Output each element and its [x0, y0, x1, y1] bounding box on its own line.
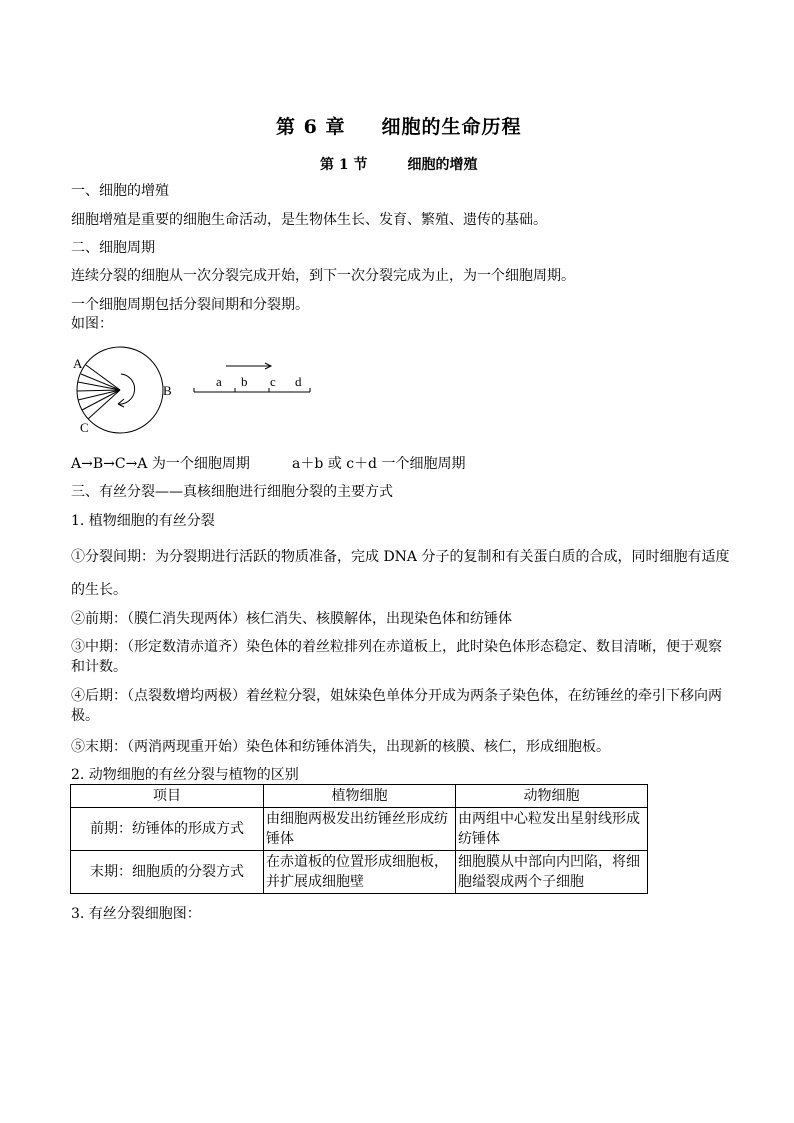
timeline-label-c: c — [270, 374, 276, 389]
timeline-label-d: d — [295, 374, 302, 389]
table-header-animal: 动物细胞 — [456, 785, 648, 808]
table-cell-animal: 细胞膜从中部向内凹陷，将细胞缢裂成两个子细胞 — [456, 851, 648, 894]
timeline-ticks — [194, 388, 310, 392]
section-number: 第 1 节 — [320, 157, 368, 173]
interphase-text-line1: ①分裂间期：为分裂期进行活跃的物质准备，完成 DNA 分子的复制和有关蛋白质的合成，同时细胞有适度 — [71, 549, 730, 565]
figure-caption-circle: A→B→C→A 为一个细胞周期 — [71, 456, 250, 472]
section-name: 细胞的增殖 — [407, 157, 478, 173]
table-row — [71, 851, 648, 894]
table-cell-plant: 在赤道板的位置形成细胞板，并扩展成细胞壁 — [264, 851, 456, 894]
chapter-name: 细胞的生命历程 — [381, 116, 522, 138]
circle-label-a: A — [73, 356, 83, 371]
anaphase-text: ④后期：（点裂数增均两极）着丝粒分裂，姐妹染色单体分开成为两条子染色体，在纺锤丝的牵引下移向两极。 — [71, 688, 722, 724]
table-cell-item: 前期：纺锤体的形成方式 — [71, 808, 264, 851]
interphase-text-line2: 的生长。 — [71, 582, 127, 598]
cycle-arrowhead — [118, 399, 124, 407]
timeline-label-a: a — [216, 374, 222, 389]
figure-caption-line: a＋b 或 c＋d 一个细胞周期 — [292, 456, 466, 472]
interphase-sector-lines — [77, 365, 120, 419]
section-title — [320, 154, 478, 174]
heading-mitosis: 三、有丝分裂——真核细胞进行细胞分裂的主要方式 — [71, 484, 393, 500]
paragraph-cell-cycle-phases: 一个细胞周期包括分裂间期和分裂期。 — [71, 297, 309, 313]
table-cell-plant: 由细胞两极发出纺锤丝形成纺锤体 — [264, 808, 456, 851]
paragraph-cell-proliferation: 细胞增殖是重要的细胞生命活动，是生物体生长、发育、繁殖、遗传的基础。 — [71, 212, 547, 228]
cell-cycle-figure — [66, 344, 326, 436]
chapter-title — [276, 112, 521, 139]
telophase-text: ⑤末期：（两消两现重开始）染色体和纺锤体消失，出现新的核膜、核仁，形成细胞板。 — [71, 739, 610, 755]
circle-label-c: C — [80, 420, 89, 435]
subheading-plant-mitosis: 1. 植物细胞的有丝分裂 — [71, 513, 215, 529]
figure-intro: 如图： — [71, 316, 113, 332]
table-header-item: 项目 — [71, 785, 264, 808]
table-cell-animal: 由两组中心粒发出星射线形成纺锤体 — [456, 808, 648, 851]
subheading-mitosis-diagrams: 3. 有丝分裂细胞图： — [71, 906, 201, 922]
comparison-table — [70, 784, 648, 894]
metaphase-text: ③中期：（形定数清赤道齐）染色体的着丝粒排列在赤道板上，此时染色体形态稳定、数目清晰，便于观察和计数。 — [71, 639, 722, 675]
table-header-row — [71, 785, 648, 808]
heading-cell-proliferation: 一、细胞的增殖 — [71, 183, 169, 199]
heading-cell-cycle: 二、细胞周期 — [71, 240, 155, 256]
table-row — [71, 808, 648, 851]
timeline-label-b: b — [241, 374, 248, 389]
cycle-direction-arrow — [118, 374, 135, 404]
circle-label-b: B — [163, 383, 172, 398]
prophase-text: ②前期：（膜仁消失现两体）核仁消失、核膜解体，出现染色体和纺锤体 — [71, 611, 512, 627]
table-header-plant: 植物细胞 — [264, 785, 456, 808]
table-cell-item: 末期：细胞质的分裂方式 — [71, 851, 264, 894]
subheading-animal-vs-plant: 2. 动物细胞的有丝分裂与植物的区别 — [71, 767, 299, 783]
chapter-number: 第 6 章 — [276, 116, 346, 138]
paragraph-cell-cycle-definition: 连续分裂的细胞从一次分裂完成开始，到下一次分裂完成为止，为一个细胞周期。 — [71, 268, 575, 284]
